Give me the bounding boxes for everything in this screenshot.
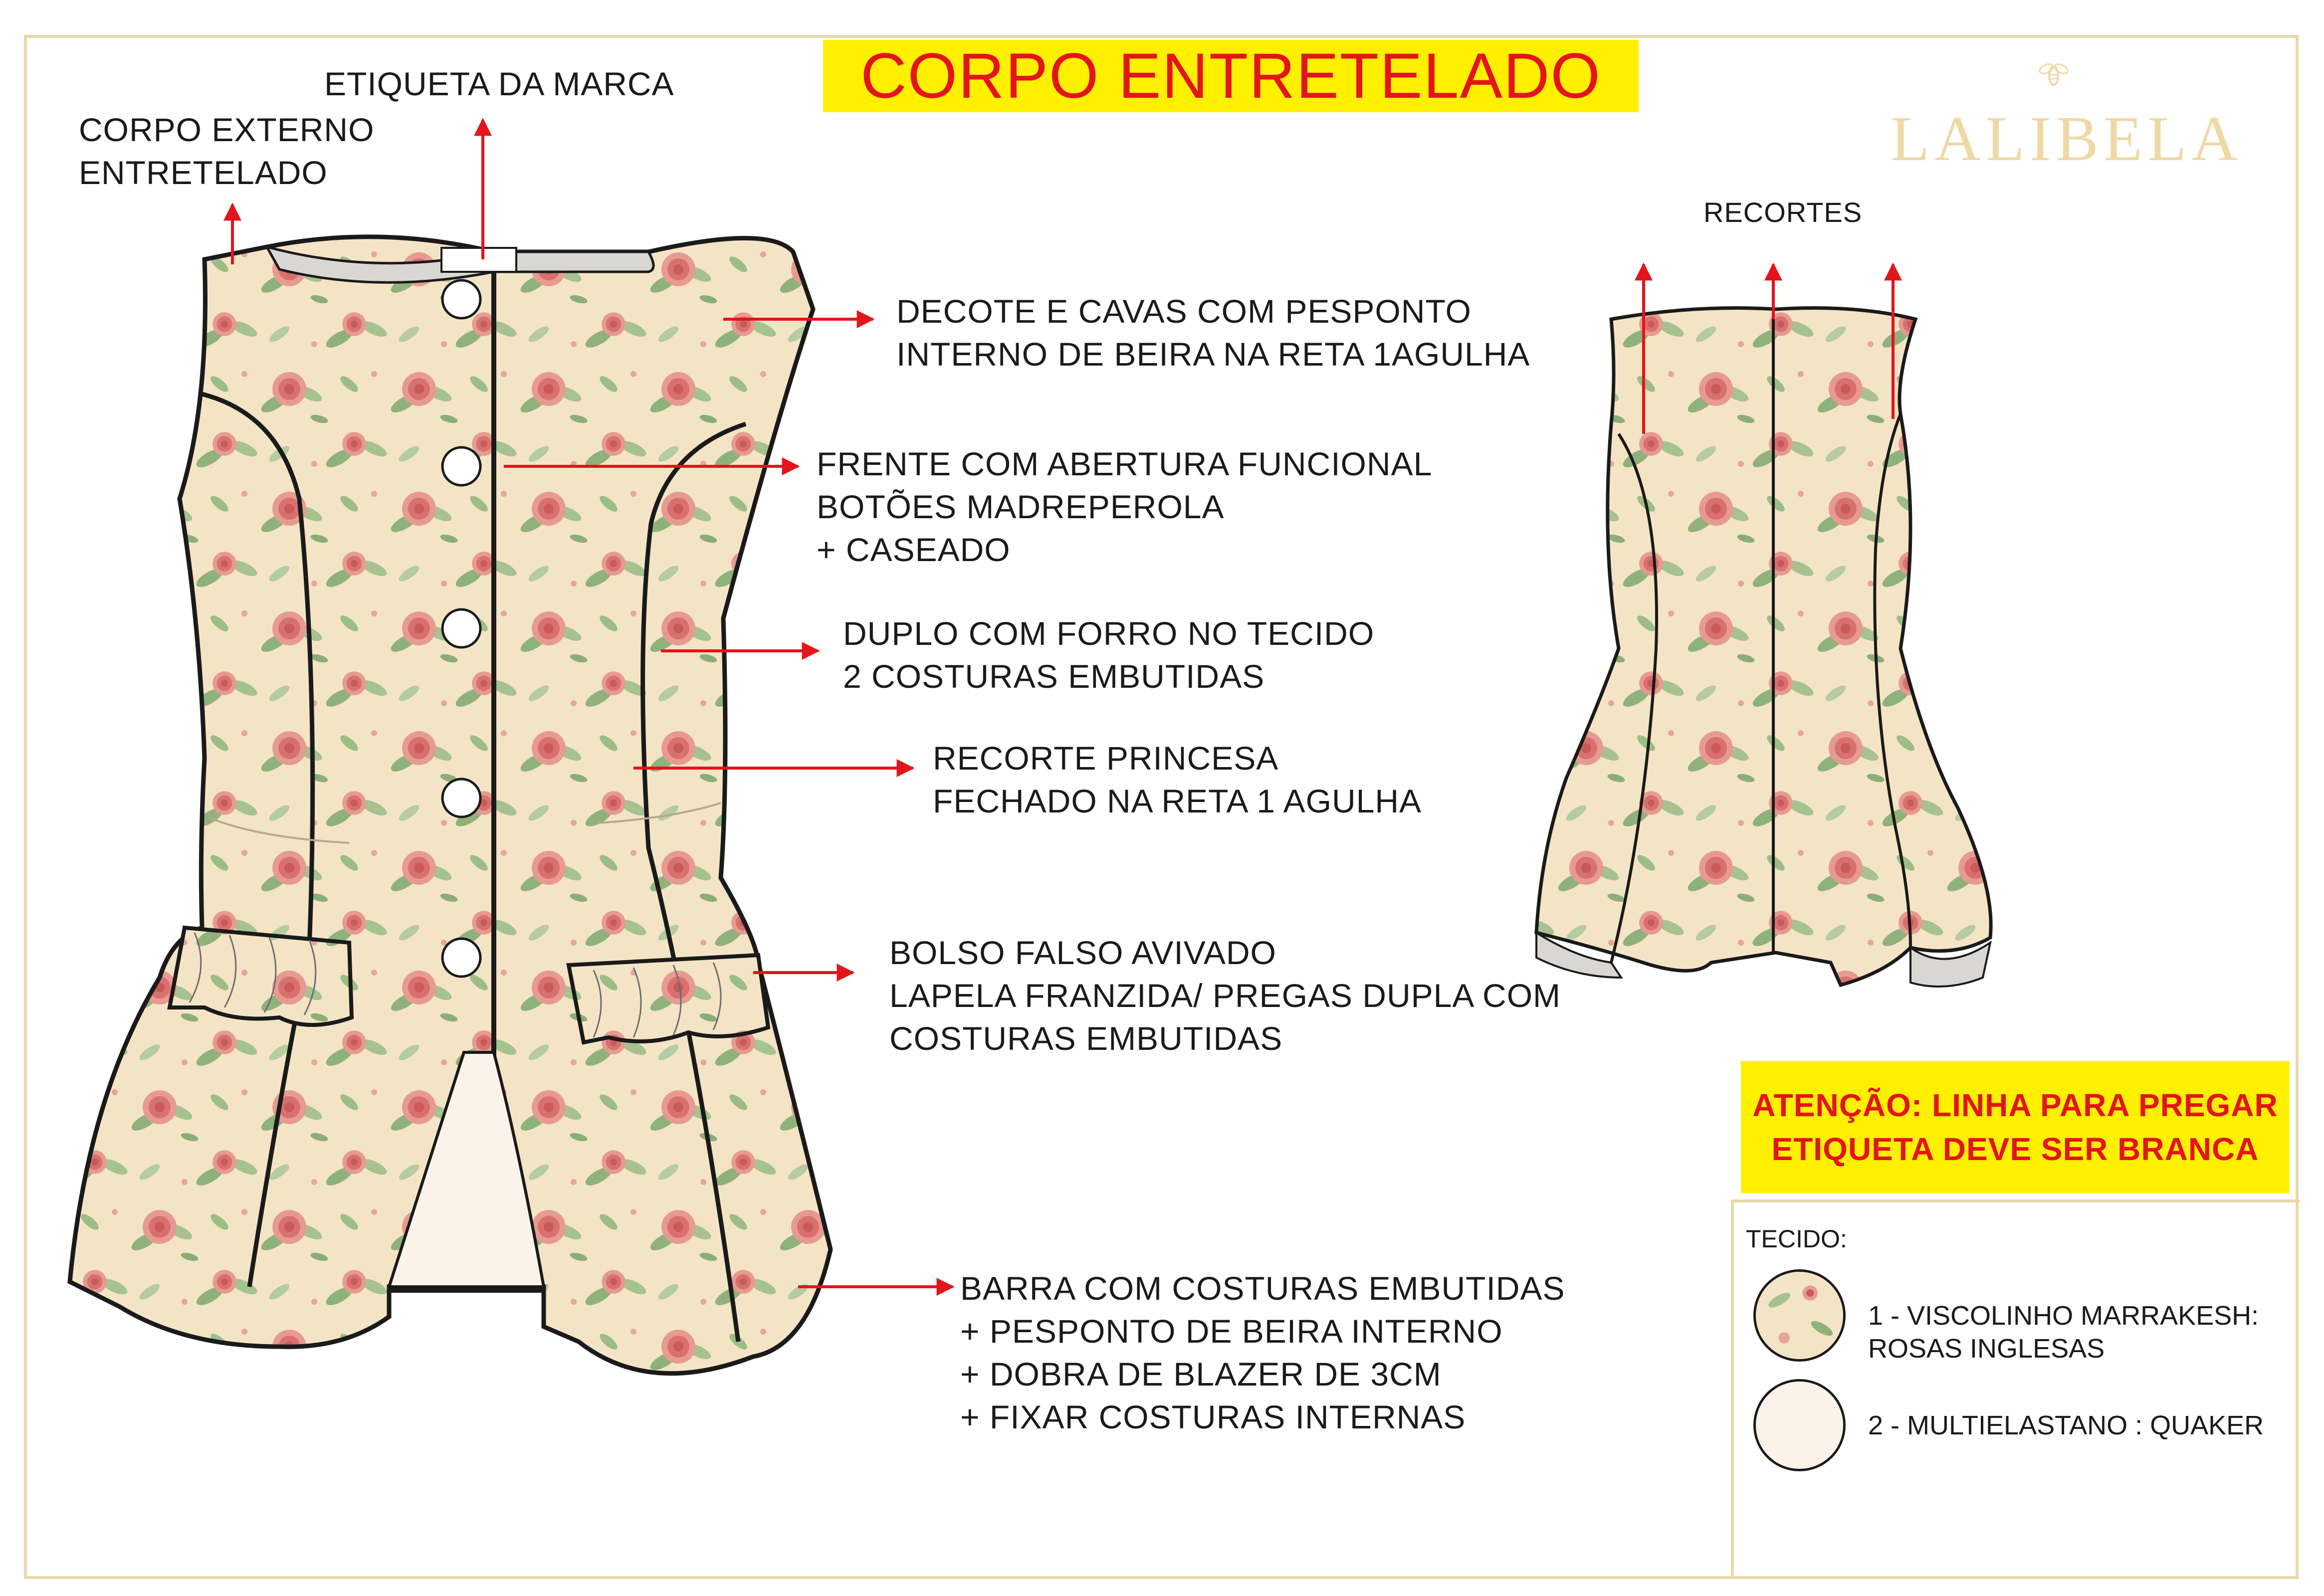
label-etiqueta: ETIQUETA DA MARCA [324, 65, 674, 102]
page-title: CORPO ENTRETELADO [860, 40, 1601, 112]
label-recorte-princesa [933, 737, 1422, 822]
back-view [1536, 308, 1991, 987]
fabric-line: 1 - VISCOLINHO MARRAKESH: [1868, 1301, 2259, 1331]
fabric-item-1 [1868, 1299, 2259, 1365]
plain-swatch-icon [1753, 1379, 1846, 1471]
label-line: DUPLO COM FORRO NO TECIDO [843, 615, 1375, 652]
warning-line: ATENÇÃO: LINHA PARA PREGAR [1752, 1087, 2278, 1123]
label-line: COSTURAS EMBUTIDAS [889, 1020, 1283, 1057]
front-view [70, 237, 831, 1374]
floral-swatch-icon [1753, 1269, 1846, 1362]
label-line: LAPELA FRANZIDA/ PREGAS DUPLA COM [889, 977, 1561, 1014]
label-line: DECOTE E CAVAS COM PESPONTO [896, 293, 1472, 330]
label-line: ENTRETELADO [79, 154, 328, 191]
fabric-title: TECIDO: [1746, 1225, 1847, 1253]
fabric-line: ROSAS INGLESAS [1868, 1334, 2105, 1364]
warning-line: ETIQUETA DEVE SER BRANCA [1771, 1131, 2259, 1167]
label-line: FRENTE COM ABERTURA FUNCIONAL [817, 445, 1433, 482]
label-line: + PESPONTO DE BEIRA INTERNO [960, 1313, 1503, 1350]
warning-box [1741, 1061, 2290, 1193]
label-barra [960, 1267, 1565, 1438]
label-line: BOLSO FALSO AVIVADO [889, 934, 1276, 971]
fabric-line: 2 - MULTIELASTANO : QUAKER [1868, 1410, 2264, 1440]
label-line: + DOBRA DE BLAZER DE 3CM [960, 1356, 1442, 1393]
label-line: CORPO EXTERNO [79, 111, 375, 148]
label-corpo-externo [79, 108, 374, 194]
label-line: INTERNO DE BEIRA NA RETA 1AGULHA [896, 336, 1530, 373]
label-line: BARRA COM COSTURAS EMBUTIDAS [960, 1270, 1565, 1307]
label-line: 2 COSTURAS EMBUTIDAS [843, 658, 1265, 695]
label-recortes: RECORTES [1703, 197, 1863, 228]
label-line: RECORTE PRINCESA [933, 740, 1279, 777]
fabric-item-2 [1868, 1409, 2264, 1442]
label-bolso [889, 931, 1561, 1060]
label-line: + FIXAR COSTURAS INTERNAS [960, 1398, 1466, 1435]
label-frente [817, 442, 1432, 571]
label-decote [896, 290, 1530, 376]
brand-name: LALIBELA [1891, 103, 2243, 174]
label-line: BOTÕES MADREPEROLA [817, 488, 1225, 525]
label-line: + CASEADO [817, 531, 1011, 568]
label-duplo [843, 612, 1374, 698]
label-line: FECHADO NA RETA 1 AGULHA [933, 783, 1422, 819]
